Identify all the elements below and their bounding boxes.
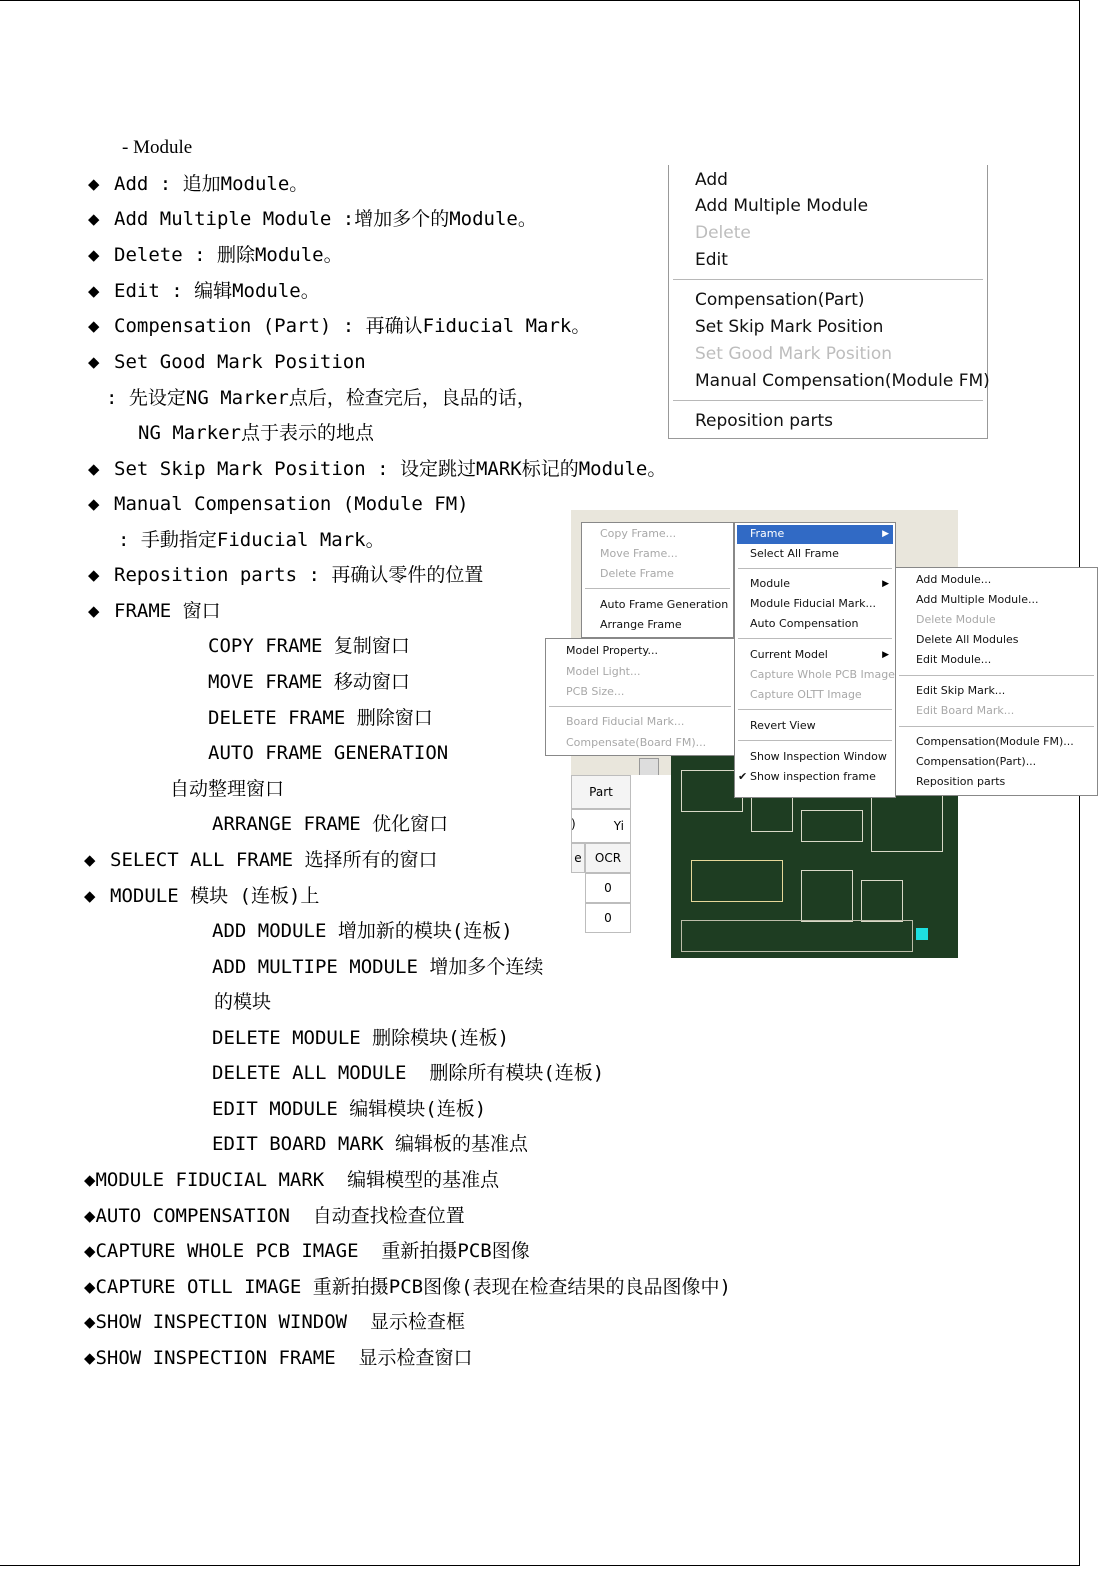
menu-item-delete[interactable]: Delete [695,223,751,243]
menu-separator [899,726,1094,727]
bullet-icon: ◆ [88,208,100,230]
menu-item-revert-view[interactable]: Revert View [750,719,816,732]
menu-separator [738,709,892,710]
menu-separator [738,638,892,639]
menu-item-compensation-part[interactable]: Compensation(Part)... [916,755,1037,768]
menu-item-capture-whole[interactable]: Capture Whole PCB Image [750,668,895,681]
item-text: Add Multiple Module :增加多个的Module。 [114,208,537,230]
module-delete-all: DELETE ALL MODULE 删除所有模块(连板) [212,1062,605,1084]
item-text: MODULE 模块 (连板)上 [110,885,320,907]
bottom-item-show-frame: ◆SHOW INSPECTION FRAME 显示检查窗口 [84,1347,473,1369]
menu-item-delete-frame[interactable]: Delete Frame [600,567,674,580]
module-add-multi-2: 的模块 [214,991,272,1013]
menu-item-show-inspection-window[interactable]: Show Inspection Window [750,750,887,763]
menu-item-compensation-module-fm[interactable]: Compensation(Module FM)... [916,735,1074,748]
menu-item-auto-compensation[interactable]: Auto Compensation [750,617,859,630]
grid-cell: Yi [571,809,631,843]
menu-item-edit[interactable]: Edit [695,250,728,270]
item-text: Edit : 编辑Module。 [114,280,320,302]
menu-item-module[interactable]: Module [750,577,790,590]
menu-item-add-multiple[interactable]: Add Multiple Module [695,196,869,216]
model-submenu [545,638,735,756]
item-reposition [88,563,483,587]
menu-item-module-fiducial[interactable]: Module Fiducial Mark... [750,597,877,610]
bottom-item-fiducial: ◆MODULE FIDUCIAL MARK 编辑模型的基准点 [84,1169,500,1191]
item-text: FRAME 窗口 [114,600,221,622]
frame-arrange: ARRANGE FRAME 优化窗口 [212,813,449,835]
grid-cell: ) [571,817,576,831]
frame-move: MOVE FRAME 移动窗口 [208,671,410,693]
item-manual-comp [88,492,469,516]
frame-auto: AUTO FRAME GENERATION [208,742,449,764]
item-text: Compensation (Part) : 再确认Fiducial Mark。 [114,315,591,337]
manual-comp-note: : 手動指定Fiducial Mark。 [118,529,385,551]
item-text: Reposition parts : 再确认零件的位置 [114,564,484,586]
frame-copy: COPY FRAME 复制窗口 [208,635,410,657]
bullet-icon: ◆ [88,244,100,266]
module-delete: DELETE MODULE 删除模块(连板) [212,1027,510,1049]
frame-submenu [581,522,734,638]
bullet-icon: ◆ [84,885,96,907]
menu-item-compensate-board[interactable]: Compensate(Board FM)... [566,736,707,749]
menu-separator [585,588,730,589]
menu-separator [549,706,731,707]
menu-item-select-all-frame[interactable]: Select All Frame [750,547,839,560]
menu-item-reposition-parts[interactable]: Reposition parts [916,775,1006,788]
grid-cell: 0 [585,903,631,933]
good-mark-note-1: : 先设定NG Marker点后，检查完后，良品的话， [106,387,536,409]
item-text: Set Good Mark Position [114,351,366,373]
menu-item-delete-module[interactable]: Delete Module [916,613,996,626]
item-select-all [84,848,437,872]
menu-item-edit-skip-mark[interactable]: Edit Skip Mark... [916,684,1006,697]
menu-item-capture-oltt[interactable]: Capture OLTT Image [750,688,862,701]
menu-item-current-model[interactable]: Current Model [750,648,828,661]
pcb-marker [916,928,928,940]
menu-item-manual[interactable]: Manual Compensation(Module FM) [695,371,990,391]
frame-delete: DELETE FRAME 删除窗口 [208,707,433,729]
item-text: SELECT ALL FRAME 选择所有的窗口 [110,849,438,871]
module-edit: EDIT MODULE 编辑模块(连板) [212,1098,487,1120]
item-compensation [88,314,590,338]
pcb-component [861,880,903,922]
grid-cell: 0 [585,873,631,903]
menu-separator [738,740,892,741]
menu-item-model-light[interactable]: Model Light... [566,665,641,678]
item-add [88,172,308,196]
item-frame [88,599,221,623]
bottom-item-capture-otll: ◆CAPTURE OTLL IMAGE 重新拍摄PCB图像(表现在检查结果的良品图像中) [84,1276,731,1298]
bullet-icon: ◆ [88,600,100,622]
item-module [84,884,319,908]
submenu-arrow-icon: ▶ [882,529,889,539]
main-popup-menu [734,522,896,798]
bullet-icon: ◆ [84,849,96,871]
module-add: ADD MODULE 增加新的模块(连板) [212,920,513,942]
item-text: Set Skip Mark Position : 设定跳过MARK标记的Module。 [114,458,667,480]
module-edit-board: EDIT BOARD MARK 编辑板的基准点 [212,1133,529,1155]
submenu-arrow-icon: ▶ [882,579,889,589]
menu-item-auto-frame[interactable]: Auto Frame Generation [600,598,729,611]
menu-item-copy-frame[interactable]: Copy Frame... [600,527,677,540]
section-heading: - Module [122,137,193,158]
bullet-icon: ◆ [88,351,100,373]
bullet-icon: ◆ [88,458,100,480]
bullet-icon: ◆ [88,280,100,302]
pcb-component [691,860,783,902]
menu-separator [899,675,1094,676]
menu-separator [673,279,983,280]
menu-item-edit-board-mark[interactable]: Edit Board Mark... [916,704,1015,717]
item-skip-mark [88,457,666,481]
menu-item-pcb-size[interactable]: PCB Size... [566,685,625,698]
module-add-multi: ADD MULTIPE MODULE 增加多个连续 [212,956,544,978]
submenu-arrow-icon: ▶ [882,650,889,660]
module-submenu [895,567,1098,796]
menu-item-reposition[interactable]: Reposition parts [695,411,833,431]
pcb-component [681,920,913,952]
frame-auto-cn: 自动整理窗口 [170,778,285,800]
menu-item-edit-module[interactable]: Edit Module... [916,653,992,666]
bullet-icon: ◆ [88,493,100,515]
pcb-component [801,870,853,922]
grid-header-part: Part [571,775,631,809]
item-text: Add : 追加Module。 [114,173,309,195]
menu-separator [738,568,892,569]
module-context-menu [668,165,988,439]
menu-item-add-module[interactable]: Add Module... [916,573,992,586]
item-edit [88,279,320,303]
menu-item-delete-all-modules[interactable]: Delete All Modules [916,633,1019,646]
menu-item-set-skip[interactable]: Set Skip Mark Position [695,317,884,337]
pcb-component [871,790,943,852]
menu-item-frame[interactable]: Frame [750,527,785,540]
menu-item-arrange-frame[interactable]: Arrange Frame [600,618,682,631]
bullet-icon: ◆ [88,173,100,195]
menu-item-add[interactable]: Add [695,170,728,190]
menu-item-show-inspection-frame[interactable]: Show inspection frame [750,770,876,783]
check-icon: ✔ [738,770,748,783]
menu-item-move-frame[interactable]: Move Frame... [600,547,678,560]
item-add-multiple [88,207,537,231]
menu-item-model-property[interactable]: Model Property... [566,644,658,657]
menu-item-set-good[interactable]: Set Good Mark Position [695,344,893,364]
grid-header-ocr: OCR [585,843,631,873]
result-grid [571,775,671,958]
grid-header: e [571,843,585,873]
item-text: Delete : 删除Module。 [114,244,343,266]
menu-item-compensation-part[interactable]: Compensation(Part) [695,290,865,310]
bottom-item-capture-whole: ◆CAPTURE WHOLE PCB IMAGE 重新拍摄PCB图像 [84,1240,530,1262]
bullet-icon: ◆ [88,315,100,337]
menu-item-board-fiducial[interactable]: Board Fiducial Mark... [566,715,685,728]
bottom-item-show-window: ◆SHOW INSPECTION WINDOW 显示检查框 [84,1311,465,1333]
item-delete [88,243,343,267]
item-text: Manual Compensation (Module FM) [114,493,469,515]
menu-separator [673,400,983,401]
pcb-component [801,810,863,842]
bottom-item-auto-comp: ◆AUTO COMPENSATION 自动查找检查位置 [84,1205,465,1227]
good-mark-note-2: NG Marker点于表示的地点 [138,422,374,444]
menu-item-add-multiple-module[interactable]: Add Multiple Module... [916,593,1039,606]
item-set-good-mark [88,350,366,374]
bullet-icon: ◆ [88,564,100,586]
